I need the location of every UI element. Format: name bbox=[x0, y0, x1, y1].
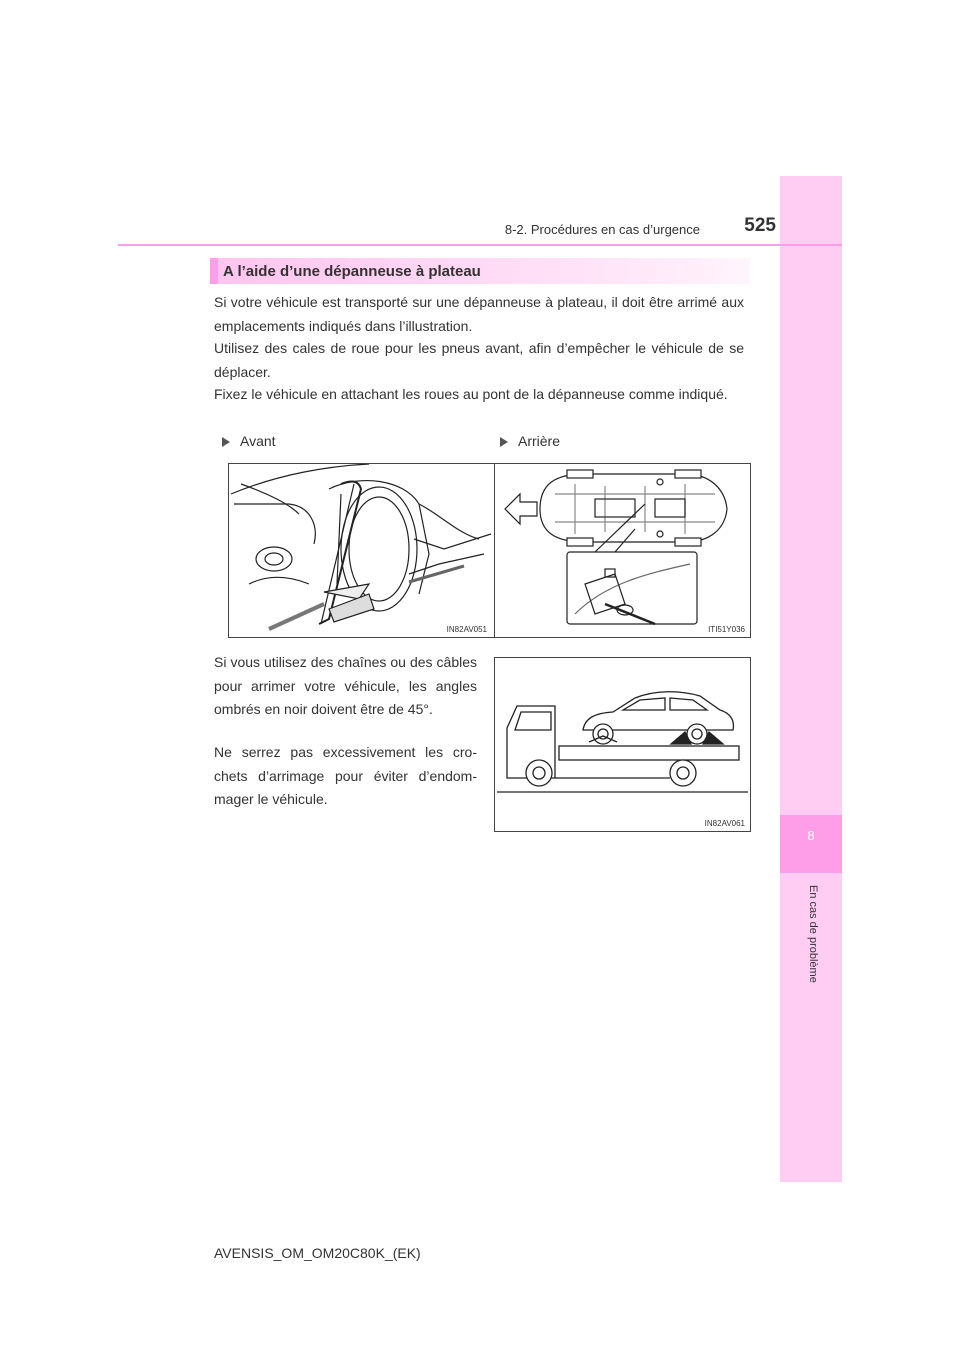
figure-caption-front bbox=[222, 433, 276, 449]
paragraph: Utilisez des cales de roue pour les pneus avant, afin d’empêcher le véhicule de se déplacer. bbox=[214, 340, 744, 380]
note-paragraph: Si vous utilisez des chaînes ou des câbles pour arrimer votre véhicule, les angles ombrés en noir doivent être de 45°. bbox=[214, 654, 477, 717]
figure-code: IN82AV061 bbox=[704, 819, 745, 828]
running-header-title: 8-2. Procédures en cas d’urgence bbox=[504, 222, 700, 237]
caption-text: Avant bbox=[240, 433, 276, 449]
triangle-bullet-icon bbox=[222, 437, 230, 447]
figure-code: ITI51Y036 bbox=[708, 625, 745, 634]
rear-underbody-drawing bbox=[495, 464, 750, 637]
figure-code: IN82AV051 bbox=[446, 625, 487, 634]
document-code: AVENSIS_OM_OM20C80K_(EK) bbox=[214, 1245, 421, 1261]
front-wheel-drawing bbox=[229, 464, 494, 637]
front-wheel-illustration bbox=[228, 463, 495, 638]
section-heading-accent bbox=[210, 258, 218, 284]
chapter-side-tab bbox=[780, 176, 842, 1182]
chapter-number: 8 bbox=[807, 828, 815, 843]
paragraph: Fixez le véhicule en attachant les roues au pont de la dépanneuse comme indiqué. bbox=[214, 386, 728, 402]
chapter-tab-highlight bbox=[780, 815, 842, 873]
page-number: 525 bbox=[744, 215, 776, 236]
caption-text: Arrière bbox=[518, 433, 561, 449]
paragraph: Si votre véhicule est transporté sur une dépanneuse à plateau, il doit être arrimé aux emplacements indiqués dans l’illustration. bbox=[214, 294, 744, 334]
rear-underbody-illustration bbox=[494, 463, 751, 638]
chapter-label: En cas de problème bbox=[807, 885, 819, 983]
section-heading: A l’aide d’une dépanneuse à plateau bbox=[223, 263, 481, 280]
flatbed-truck-illustration bbox=[494, 657, 751, 832]
note-paragraph: Ne serrez pas excessivement les cro-chets d’arrimage pour éviter d’endom-mager le véhicule. bbox=[214, 744, 477, 807]
triangle-bullet-icon bbox=[500, 437, 508, 447]
header-rule bbox=[118, 244, 842, 246]
figure-caption-rear bbox=[500, 433, 560, 449]
flatbed-truck-drawing bbox=[495, 658, 750, 831]
